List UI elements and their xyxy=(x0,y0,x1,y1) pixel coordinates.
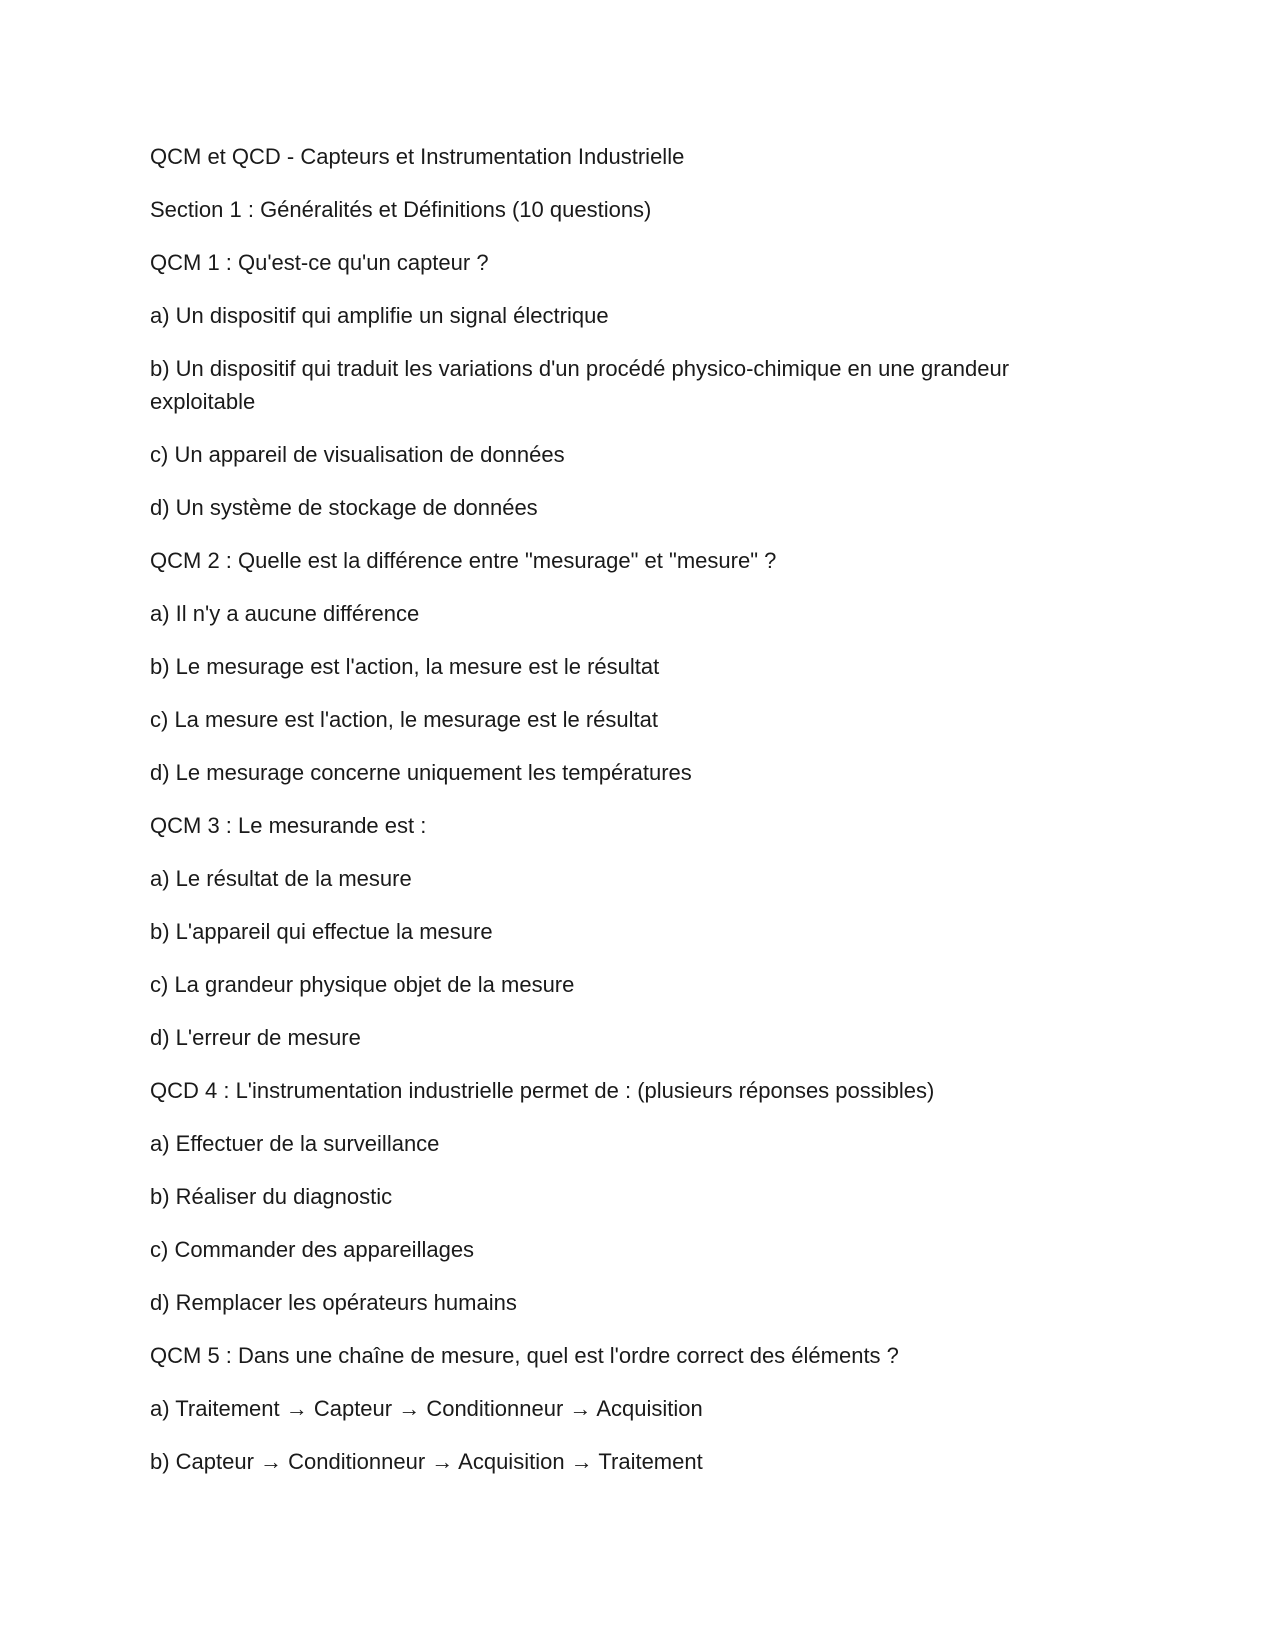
document-title: QCM et QCD - Capteurs et Instrumentation Industrielle xyxy=(150,144,685,169)
answer-option: b) Le mesurage est l'action, la mesure est le résultat xyxy=(150,654,660,679)
answer-option: b) Un dispositif qui traduit les variations d'un procédé physico-chimique en une grandeur exploitable xyxy=(150,356,1010,414)
question-prompt: QCM 3 : Le mesurande est : xyxy=(150,813,427,838)
answer-option: d) L'erreur de mesure xyxy=(150,1025,361,1050)
answer-option: a) Effectuer de la surveillance xyxy=(150,1131,440,1156)
question-prompt: QCM 5 : Dans une chaîne de mesure, quel est l'ordre correct des éléments ? xyxy=(150,1343,899,1368)
document-body xyxy=(150,140,1110,1498)
answer-option: d) Un système de stockage de données xyxy=(150,495,538,520)
answer-option: b) Capteur → Conditionneur → Acquisition → Traitement xyxy=(150,1449,703,1474)
answer-option: a) Le résultat de la mesure xyxy=(150,866,412,891)
question-prompt: QCM 1 : Qu'est-ce qu'un capteur ? xyxy=(150,250,489,275)
answer-option: d) Le mesurage concerne uniquement les températures xyxy=(150,760,692,785)
answer-option: c) La mesure est l'action, le mesurage est le résultat xyxy=(150,707,658,732)
answer-option: a) Traitement → Capteur → Conditionneur → Acquisition xyxy=(150,1396,703,1421)
section-heading: Section 1 : Généralités et Définitions (10 questions) xyxy=(150,197,652,222)
answer-option: d) Remplacer les opérateurs humains xyxy=(150,1290,517,1315)
answer-option: c) Commander des appareillages xyxy=(150,1237,475,1262)
answer-option: b) Réaliser du diagnostic xyxy=(150,1184,393,1209)
answer-option: a) Il n'y a aucune différence xyxy=(150,601,420,626)
question-prompt: QCM 2 : Quelle est la différence entre "mesurage" et "mesure" ? xyxy=(150,548,777,573)
answer-option: a) Un dispositif qui amplifie un signal électrique xyxy=(150,303,609,328)
question-prompt: QCD 4 : L'instrumentation industrielle permet de : (plusieurs réponses possibles) xyxy=(150,1078,935,1103)
answer-option: b) L'appareil qui effectue la mesure xyxy=(150,919,493,944)
answer-option: c) La grandeur physique objet de la mesure xyxy=(150,972,575,997)
answer-option: c) Un appareil de visualisation de données xyxy=(150,442,565,467)
